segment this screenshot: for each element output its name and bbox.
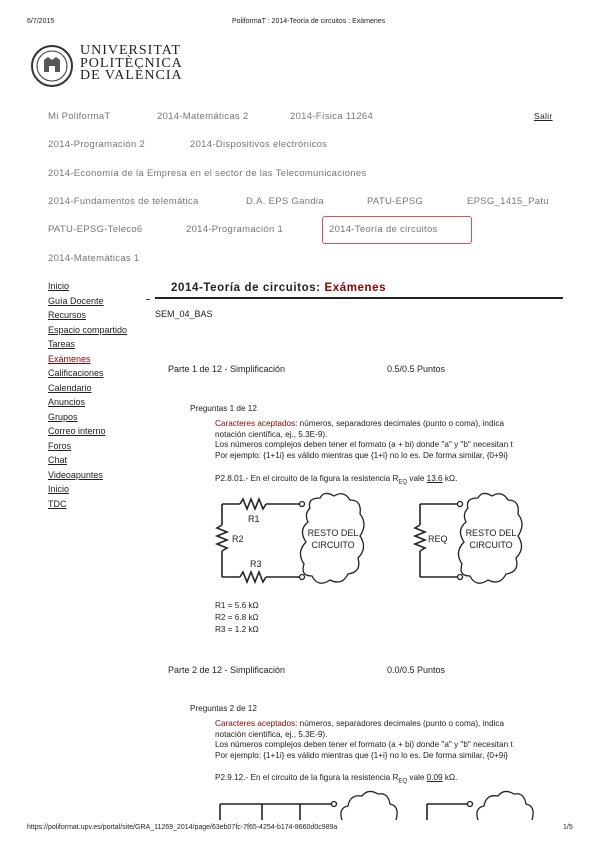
nav-tab-teoria-circuitos[interactable] [322,216,472,244]
question-2-answer[interactable]: 0.09 [426,773,443,782]
question-2-unit: kΩ. [442,773,458,782]
sidebar-item-videoapuntes[interactable]: Videoapuntes [48,469,103,480]
question-1-unit: kΩ. [442,474,458,483]
accepted-chars-text-2: : números, separadores decimales (punto o coma), indica [295,719,504,728]
nav-tab-dispositivos[interactable]: 2014-Dispositivos electrónicos [190,139,328,150]
sidebar-item-grupos[interactable]: Grupos [48,411,78,422]
nav-tab-programacion-1[interactable]: 2014-Programación 1 [186,224,284,235]
sidebar-item-examenes[interactable]: Exámenes [48,353,91,364]
sidebar-item-inicio-2[interactable]: Inicio [48,484,70,494]
value-r1: R1 = 5.6 kΩ [215,601,259,610]
instr2-line-2: notación científica, ej., 5.3E-9). [215,729,328,739]
instr2-line-3: Los números complejos deben tener el formato (a + bi) donde "a" y "b" necesitan t [215,740,513,749]
exam-name: SEM_04_BAS [155,309,213,319]
accepted-chars-label-2: Caracteres aceptados [215,719,296,728]
instr2-line-4: Por ejemplo: {1+1i} es válido mientras que {1+i} no lo es. De forma similar, {0+9i} [215,750,508,760]
label-r3: R3 [250,559,262,569]
cloud-1-line-1: RESTO DEL [307,528,359,538]
nav-tab-patu-teleco6[interactable]: PATU-EPSG-Teleco6 [48,224,143,235]
part-1-points: 0.5/0.5 Puntos [387,364,446,374]
logo-line-3: DE VALÈNCIA [80,68,183,83]
page-title-prefix: 2014-Teoría de circuitos: [171,282,325,294]
question-1-instructions [215,419,513,461]
sidebar-item-recursos[interactable]: Recursos [48,310,87,320]
sidebar-item-tareas[interactable]: Tareas [48,339,76,349]
question-1-text [215,474,457,486]
part-2-points: 0.0/0.5 Puntos [387,665,446,675]
logo-line-2: POLITÈCNICA [80,55,183,71]
resistor-values [215,600,259,636]
print-url: https://poliformat.upv.es/portal/site/GRA_11269_2014/page/63eb07fc-7f65-4254-b174-8660d0c989a [27,824,338,831]
print-title: PoliformaT : 2014-Teoría de circuitos : Exámenes [232,18,386,25]
cloud-2-line-1: RESTO DEL [465,528,517,538]
nav-tab-fundamentos[interactable]: 2014-Fundamentos de telemática [48,196,199,207]
nav-tab-teoria-circuitos-label: 2014-Teoría de circuitos [329,224,438,235]
page-title-section: Exámenes [324,282,387,294]
circuit-left [217,499,305,582]
label-r1: R1 [248,514,260,524]
print-page-number: 1/5 [563,824,573,831]
title-divider [155,297,563,299]
nav-tab-da-eps[interactable]: D.A. EPS Gandia [246,196,324,207]
sidebar-item-guia-docente[interactable]: Guía Docente [48,295,104,306]
logo-text [80,45,183,83]
circuit-right [415,502,463,580]
sidebar-item-inicio[interactable]: Inicio [48,281,70,291]
sidebar-item-anuncios[interactable]: Anuncios [48,397,86,407]
value-r2: R2 = 6.8 kΩ [215,613,259,622]
sidebar-item-chat[interactable]: Chat [48,455,68,465]
cloud-rest-2 [458,493,522,583]
nav-tab-economia[interactable]: 2014-Economía de la Empresa en el sector de las Telecomunicaciones [48,168,367,179]
part-1-label: Parte 1 de 12 - Simplificación [168,364,286,374]
nav-tab-epsg-patu[interactable]: EPSG_1415_Patu [467,196,549,207]
sidebar-item-tdc[interactable]: TDC [48,498,67,509]
question-2-sub: EQ [398,778,408,785]
question-1-prefix: P2.8.01.- En el circuito de la figura la resistencia R [215,474,399,483]
instr-line-3: Los números complejos deben tener el formato (a + bi) donde "a" y "b" necesitan t [215,440,513,449]
question-1-sub: EQ [398,479,408,486]
sidebar-item-foros[interactable]: Foros [48,440,72,451]
part-2-label: Parte 2 de 12 - Simplificación [168,665,286,675]
label-r2: R2 [232,534,244,544]
seal-icon [30,44,74,88]
nav-tab-fisica[interactable]: 2014-Física 11264 [290,111,374,122]
nav-tab-mi-poliformat[interactable]: Mi PoliformaT [48,111,111,122]
accepted-chars-label: Caracteres aceptados [215,419,296,428]
question-1-answer[interactable]: 13.6 [426,474,443,483]
sidebar-item-calificaciones[interactable]: Calificaciones [48,368,104,378]
question-1-label: Preguntas 1 de 12 [190,404,257,413]
nav-tab-matematicas-2[interactable]: 2014-Matemáticas 2 [157,111,249,122]
print-date: 6/7/2015 [27,18,55,25]
cloud-2-line-2: CIRCUITO [469,540,513,550]
cloud-1-line-2: CIRCUITO [311,540,355,550]
value-r3: R3 = 1.2 kΩ [215,625,259,634]
cloud-rest-1 [300,493,364,583]
question-2-text [215,773,457,785]
question-2-prefix: P2.9.12.- En el circuito de la figura la resistencia R [215,773,399,782]
nav-tab-programacion-2[interactable]: 2014-Programación 2 [48,139,146,150]
sidebar-item-calendario[interactable]: Calendario [48,382,92,393]
label-req: REQ [428,534,448,544]
instr-line-4: Por ejemplo: {1+1i} es válido mientras que {1+i} no lo es. De forma similar, {0+9i} [215,450,508,460]
sidebar-item-correo[interactable]: Correo interno [48,426,106,436]
circuit-figure-1 [212,492,552,592]
question-1-mid: vale [407,474,427,483]
question-2-instructions [215,719,513,761]
page-title [171,282,386,294]
question-2-label: Preguntas 2 de 12 [190,704,257,713]
question-2-mid: vale [407,773,427,782]
instr-line-2: notación científica, ej., 5.3E-9). [215,429,328,439]
sidebar-item-espacio-compartido[interactable]: Espacio compartido [48,324,128,335]
sidebar-toggle-mark [146,299,150,300]
accepted-chars-text: : números, separadores decimales (punto o coma), indica [295,419,504,428]
logo-line-1: UNIVERSITAT [80,43,181,58]
logout-link[interactable]: Salir [534,111,553,121]
tool-sidebar [48,279,148,511]
nav-tab-matematicas-1[interactable]: 2014-Matemáticas 1 [48,253,140,264]
nav-tab-patu-epsg[interactable]: PATU-EPSG [367,196,424,207]
circuit-figure-2 [212,788,552,820]
university-logo[interactable] [30,44,74,93]
